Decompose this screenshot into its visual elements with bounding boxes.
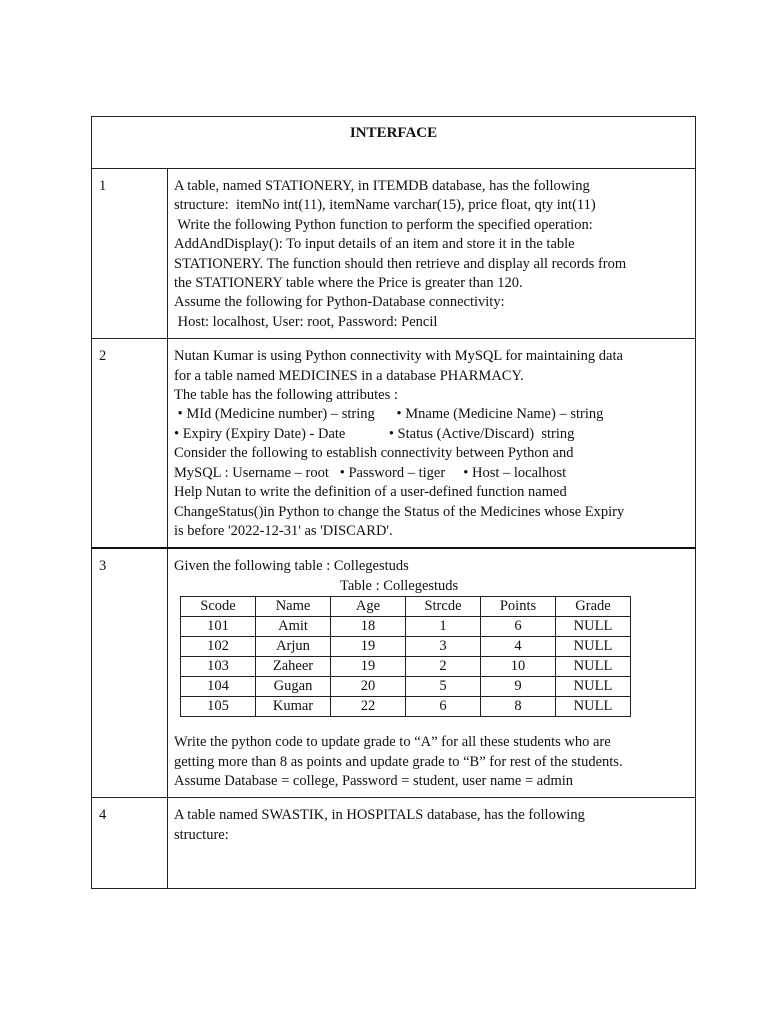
table-cell: 104 bbox=[181, 677, 256, 697]
spacer bbox=[174, 717, 691, 733]
text-line: STATIONERY. The function should then retrieve and display all records from bbox=[174, 255, 627, 272]
text-line: Nutan Kumar is using Python connectivity with MySQL for maintaining data bbox=[174, 348, 623, 365]
sheet-title: INTERFACE bbox=[92, 117, 696, 169]
table-cell: 105 bbox=[181, 697, 256, 717]
text-line: • MId (Medicine number) – string • Mname (Medicine Name) – string bbox=[174, 406, 604, 423]
text-line: structure: bbox=[174, 826, 229, 843]
column-header: Strcde bbox=[406, 597, 481, 617]
table-cell: NULL bbox=[556, 617, 631, 637]
text-line: The table has the following attributes : bbox=[174, 387, 398, 404]
table-row bbox=[181, 617, 631, 637]
question-text bbox=[168, 548, 696, 798]
table-cell: 5 bbox=[406, 677, 481, 697]
question-text bbox=[168, 339, 696, 549]
table-cell: Arjun bbox=[256, 637, 331, 657]
table-cell: 19 bbox=[331, 637, 406, 657]
text-line: ChangeStatus()in Python to change the Status of the Medicines whose Expiry bbox=[174, 503, 625, 520]
question-text bbox=[168, 169, 696, 339]
table-cell: NULL bbox=[556, 697, 631, 717]
column-header: Age bbox=[331, 597, 406, 617]
text-line: AddAndDisplay(): To input details of an item and store it in the table bbox=[174, 236, 575, 253]
table-row bbox=[181, 637, 631, 657]
question-row-2 bbox=[92, 339, 696, 549]
text-line: A table named SWASTIK, in HOSPITALS database, has the following bbox=[174, 807, 585, 824]
table-row bbox=[181, 677, 631, 697]
column-header: Points bbox=[481, 597, 556, 617]
question-text bbox=[168, 798, 696, 889]
question-row-3 bbox=[92, 548, 696, 798]
text-line: Consider the following to establish connectivity between Python and bbox=[174, 445, 574, 462]
column-header: Scode bbox=[181, 597, 256, 617]
table-cell: 6 bbox=[406, 697, 481, 717]
question-row-4 bbox=[92, 798, 696, 889]
text-line: A table, named STATIONERY, in ITEMDB database, has the following bbox=[174, 178, 590, 194]
table-cell: 22 bbox=[331, 697, 406, 717]
question-number: 2 bbox=[92, 339, 168, 549]
question-number: 1 bbox=[92, 169, 168, 339]
table-cell: NULL bbox=[556, 637, 631, 657]
table-cell: Kumar bbox=[256, 697, 331, 717]
table-cell: 10 bbox=[481, 657, 556, 677]
table-row bbox=[181, 697, 631, 717]
text-line: Help Nutan to write the definition of a user-defined function named bbox=[174, 484, 567, 501]
table-cell: 103 bbox=[181, 657, 256, 677]
text-line: the STATIONERY table where the Price is greater than 120. bbox=[174, 275, 523, 292]
text-line: MySQL : Username – root • Password – tiger • Host – localhost bbox=[174, 464, 567, 481]
table-cell: NULL bbox=[556, 657, 631, 677]
table-cell: 102 bbox=[181, 637, 256, 657]
table-cell: 2 bbox=[406, 657, 481, 677]
question-number: 4 bbox=[92, 798, 168, 889]
column-header: Name bbox=[256, 597, 331, 617]
table-cell: 8 bbox=[481, 697, 556, 717]
text-line: Assume Database = college, Password = student, user name = admin bbox=[174, 772, 574, 789]
question-row-1 bbox=[92, 169, 696, 339]
table-row bbox=[181, 657, 631, 677]
table-cell: 101 bbox=[181, 617, 256, 637]
table-caption: Table : Collegestuds bbox=[340, 577, 459, 594]
text-line: • Expiry (Expiry Date) - Date • Status (Active/Discard) string bbox=[174, 425, 575, 442]
table-cell: 19 bbox=[331, 657, 406, 677]
table-cell: 9 bbox=[481, 677, 556, 697]
text-line: for a table named MEDICINES in a database PHARMACY. bbox=[174, 367, 524, 384]
text-line: getting more than 8 as points and update grade to “B” for rest of the students. bbox=[174, 753, 623, 770]
collegestuds-table bbox=[180, 596, 631, 717]
table-cell: 3 bbox=[406, 637, 481, 657]
table-cell: NULL bbox=[556, 677, 631, 697]
column-header: Grade bbox=[556, 597, 631, 617]
table-header-row bbox=[181, 597, 631, 617]
text-line: structure: itemNo int(11), itemName varchar(15), price float, qty int(11) bbox=[174, 197, 596, 214]
question-number: 3 bbox=[92, 548, 168, 798]
text-line: is before '2022-12-31' as 'DISCARD'. bbox=[174, 522, 393, 539]
table-cell: Zaheer bbox=[256, 657, 331, 677]
text-line: Write the following Python function to perform the specified operation: bbox=[174, 216, 593, 233]
question-sheet bbox=[91, 116, 696, 889]
table-cell: 18 bbox=[331, 617, 406, 637]
text-line: Assume the following for Python-Database connectivity: bbox=[174, 294, 505, 311]
table-cell: Amit bbox=[256, 617, 331, 637]
text-line: Given the following table : Collegestuds bbox=[174, 558, 409, 575]
table-cell: 20 bbox=[331, 677, 406, 697]
text-line: Host: localhost, User: root, Password: Pencil bbox=[174, 313, 438, 330]
table-cell: Gugan bbox=[256, 677, 331, 697]
table-cell: 4 bbox=[481, 637, 556, 657]
table-cell: 1 bbox=[406, 617, 481, 637]
text-line: Write the python code to update grade to “A” for all these students who are bbox=[174, 734, 611, 751]
table-cell: 6 bbox=[481, 617, 556, 637]
